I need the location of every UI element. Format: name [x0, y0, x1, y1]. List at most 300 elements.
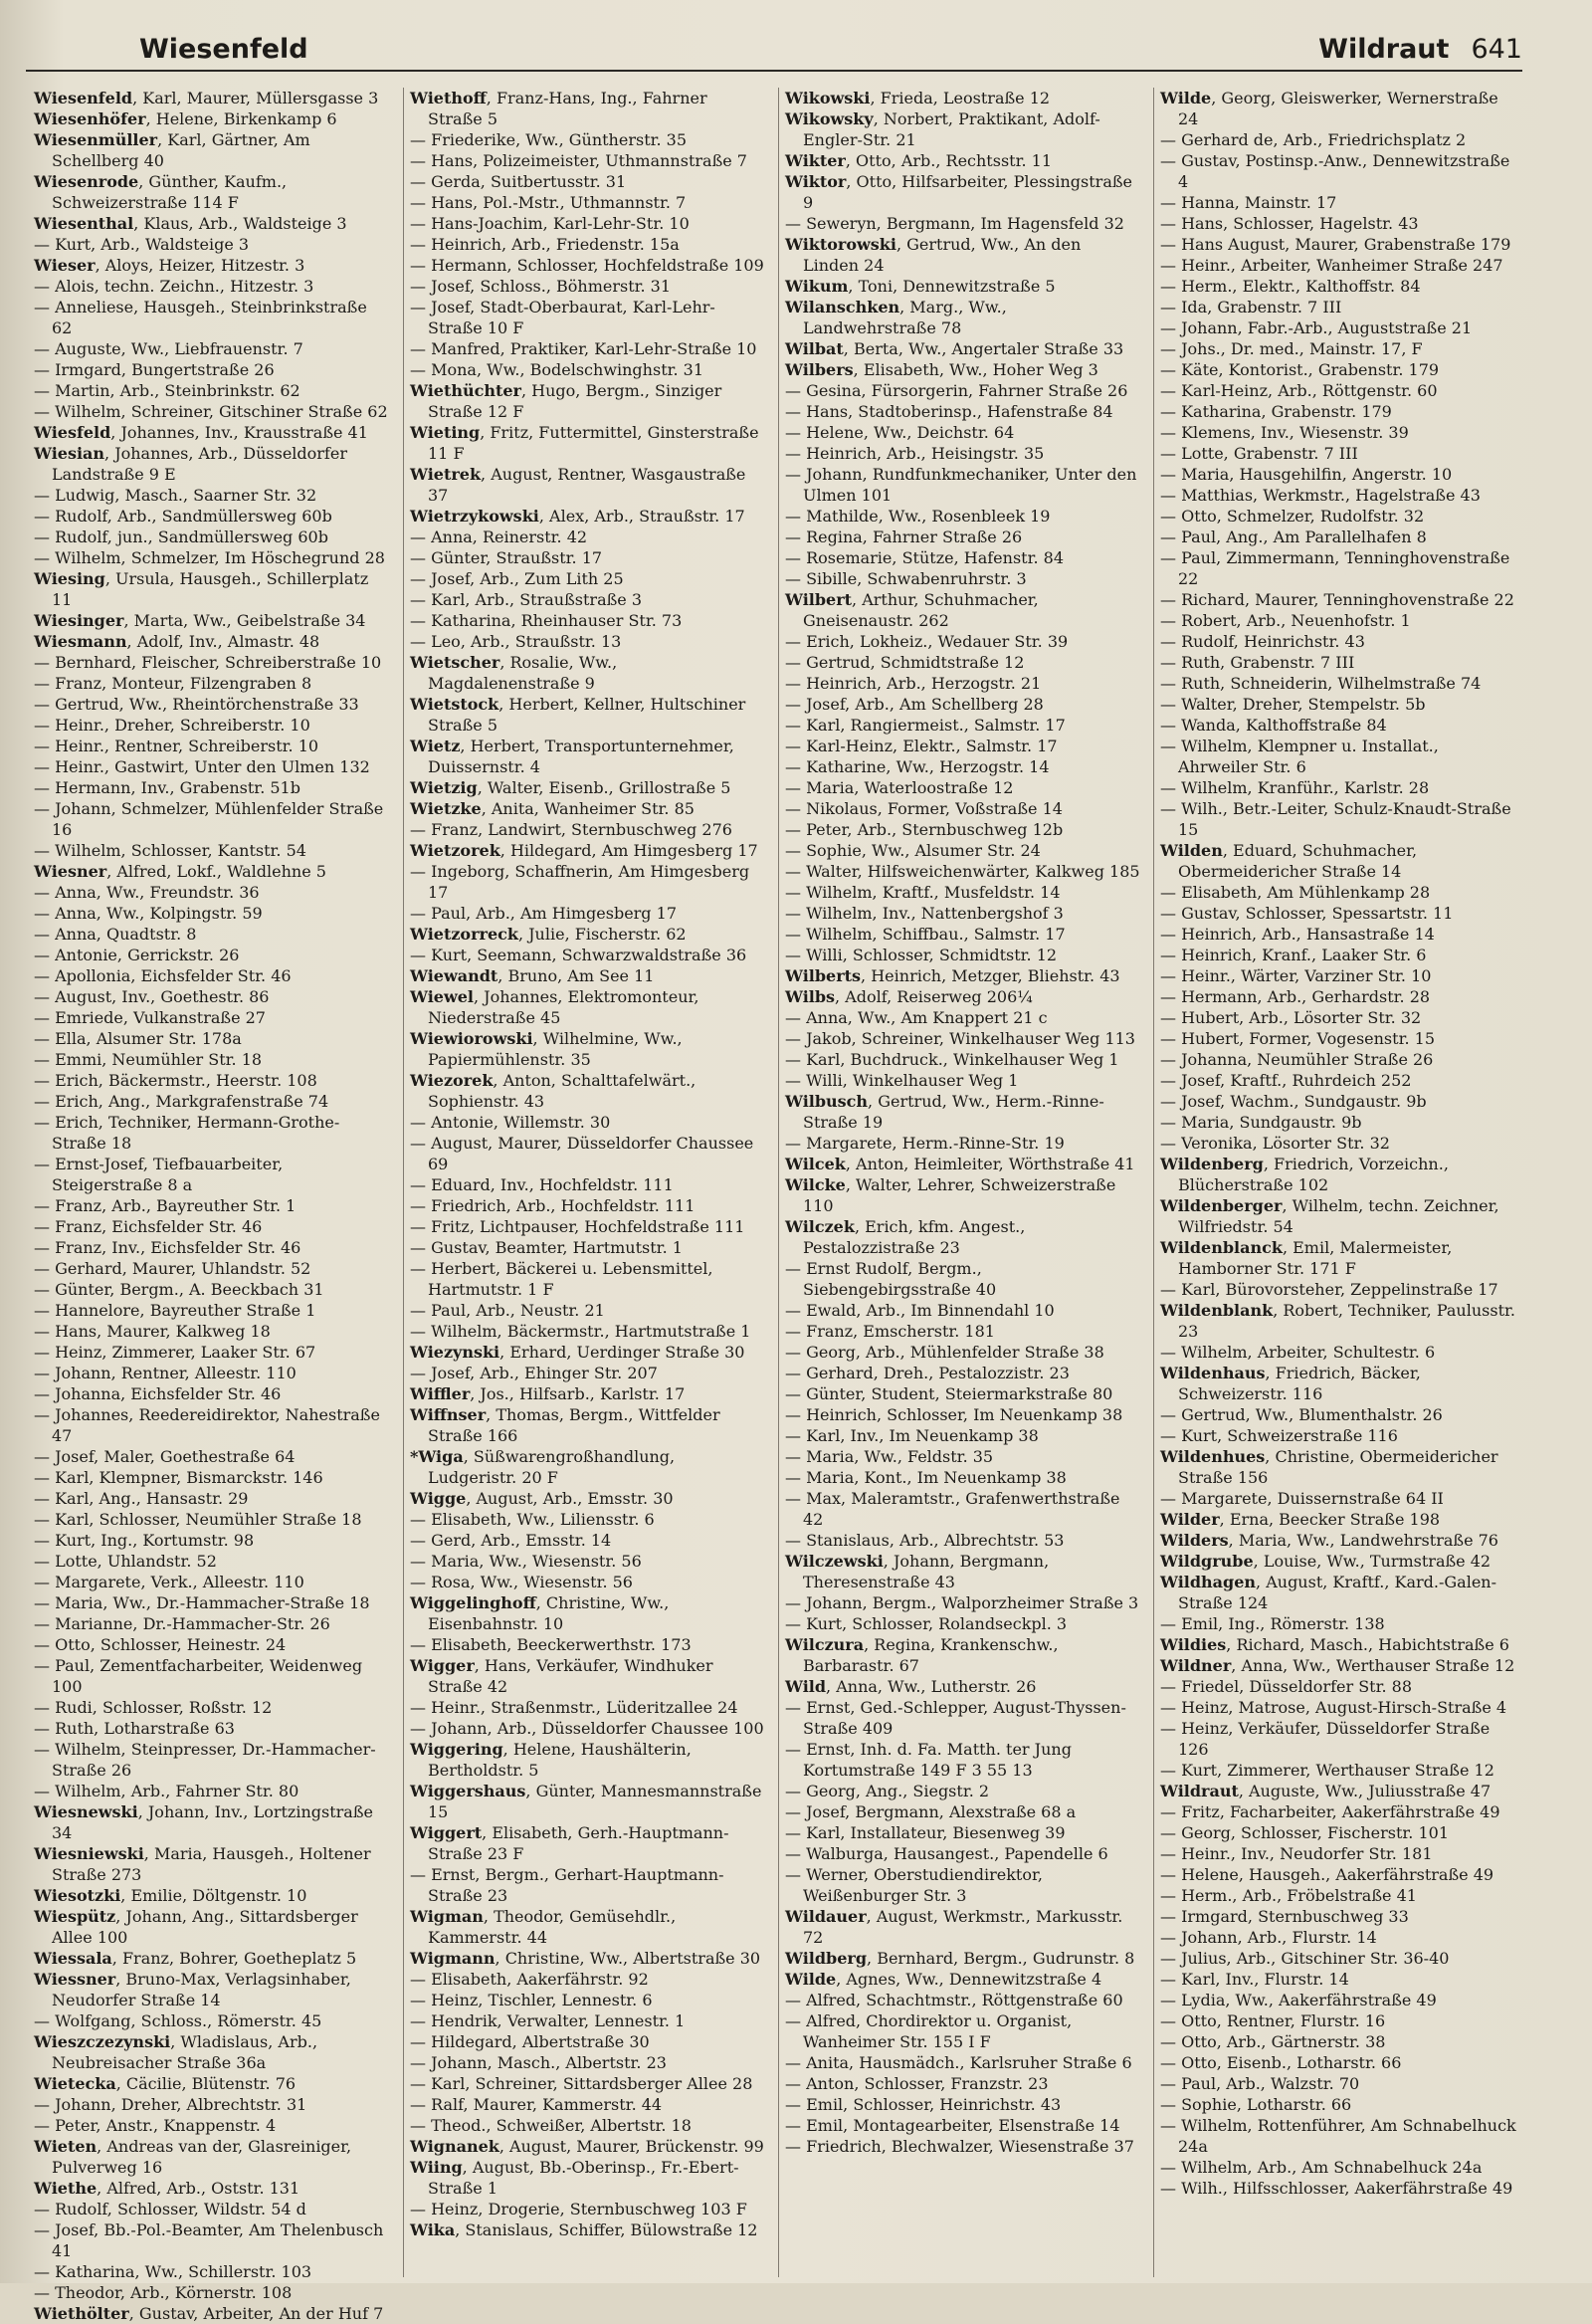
directory-entry [410, 422, 766, 464]
directory-entry [34, 1530, 390, 1551]
directory-entry [410, 1342, 766, 1363]
directory-entry [34, 882, 390, 903]
entry-details: — Wilhelm, Bäckermstr., Hartmutstraße 1 [410, 1322, 751, 1341]
directory-entry [34, 1195, 390, 1216]
entry-details: — Johann, Arb., Düsseldorfer Chaussee 100 [410, 1719, 764, 1738]
entry-surname: Wiesenthal [34, 214, 134, 233]
entry-details: , Klaus, Arb., Waldsteige 3 [133, 214, 347, 233]
entry-details: — Gerd, Arb., Emsstr. 14 [410, 1531, 612, 1550]
entry-details: — Heinr., Inv., Neudorfer Str. 181 [1160, 1844, 1433, 1863]
directory-entry [1160, 2031, 1516, 2052]
entry-details: — Maria, Ww., Feldstr. 35 [785, 1447, 994, 1466]
entry-details: , Herbert, Transportunternehmer, Duissernstr. 4 [428, 737, 734, 776]
directory-entry [410, 945, 766, 965]
entry-surname: Wietzorreck [410, 925, 518, 944]
directory-entry [785, 150, 1141, 171]
directory-entry [34, 1112, 390, 1154]
entry-details: , Helene, Haushälterin, Bertholdstr. 5 [428, 1740, 692, 1780]
directory-entry [785, 2052, 1141, 2073]
entry-details: — Johann, Rundfunkmechaniker, Unter den Ulmen 101 [785, 465, 1137, 505]
directory-entry [34, 1007, 390, 1028]
entry-details: , Karl, Gärtner, Am Schellberg 40 [52, 130, 310, 170]
directory-entry [1160, 464, 1516, 485]
entry-details: — Kurt, Schlosser, Rolandseckpl. 3 [785, 1614, 1068, 1633]
entry-surname: Wietecka [34, 2074, 116, 2093]
entry-surname: Wiesenhöfer [34, 109, 146, 128]
directory-entry [1160, 1425, 1516, 1446]
directory-entry [34, 1718, 390, 1739]
entry-details: , Gustav, Arbeiter, An der Huf 7 [128, 2304, 384, 2323]
entry-details: , Gertrud, Ww., Herm.-Rinne-Straße 19 [803, 1092, 1104, 1132]
directory-entry [410, 840, 766, 861]
entry-details: — Lotte, Grabenstr. 7 III [1160, 444, 1358, 463]
entry-details: , Friedrich, Bäcker, Schweizerstr. 116 [1178, 1364, 1421, 1403]
entry-details: — Kurt, Ing., Kortumstr. 98 [34, 1531, 255, 1550]
entry-details: — Rudolf, Arb., Sandmüllersweg 60b [34, 507, 332, 526]
entry-details: — Katharina, Ww., Schillerstr. 103 [34, 2262, 312, 2281]
directory-entry [1160, 610, 1516, 631]
entry-details: — Hans, Pol.-Mstr., Uthmannstr. 7 [410, 193, 687, 212]
entry-details: , Heinrich, Metzger, Bliehstr. 43 [861, 966, 1120, 985]
entry-details: , Fritz, Futtermittel, Ginsterstraße 11 F [428, 423, 759, 463]
entry-details: — Mathilde, Ww., Rosenbleek 19 [785, 507, 1051, 526]
directory-entry [785, 1488, 1141, 1530]
entry-details: — Emriede, Vulkanstraße 27 [34, 1008, 266, 1027]
directory-entry [785, 1864, 1141, 1906]
directory-entry [410, 2136, 766, 2157]
directory-entry [34, 1655, 390, 1697]
entry-details: , Anton, Schalttafelwärt., Sophienstr. 43 [428, 1071, 696, 1111]
directory-entry [1160, 1781, 1516, 1801]
entry-details: — Hubert, Former, Vogesenstr. 15 [1160, 1029, 1435, 1048]
entry-details: — Johann, Masch., Albertstr. 23 [410, 2053, 667, 2072]
entry-details: , Maria, Ww., Landwehrstraße 76 [1228, 1531, 1498, 1550]
directory-entry [34, 234, 390, 255]
directory-entry [1160, 882, 1516, 903]
directory-entry [34, 610, 390, 631]
entry-details: — Karl, Bürovorsteher, Zeppelinstraße 17 [1160, 1280, 1498, 1299]
directory-entry [34, 1906, 390, 1948]
entry-details: , Richard, Masch., Habichtstraße 6 [1226, 1635, 1509, 1654]
directory-entry [785, 1091, 1141, 1133]
directory-entry [785, 589, 1141, 631]
directory-entry [1160, 422, 1516, 443]
entry-details: — Rosemarie, Stütze, Hafenstr. 84 [785, 548, 1065, 567]
entry-surname: Wignanek [410, 2137, 499, 2156]
directory-entry [34, 1969, 390, 2010]
directory-entry [410, 380, 766, 422]
directory-entry [34, 1592, 390, 1613]
directory-entry [34, 1739, 390, 1781]
entry-details: , August, Maurer, Brückenstr. 99 [498, 2137, 764, 2156]
entry-details: — Ewald, Arb., Im Binnendahl 10 [785, 1301, 1055, 1320]
entry-surname: Wika [410, 2220, 456, 2239]
entry-details: — Wilhelm, Kraftf., Musfeldstr. 14 [785, 883, 1061, 902]
entry-details: , Hildegard, Am Himgesberg 17 [499, 841, 758, 860]
entry-details: — Paul, Arb., Am Himgesberg 17 [410, 904, 677, 923]
entry-details: — Hans August, Maurer, Grabenstraße 179 [1160, 235, 1511, 254]
directory-entry [410, 1404, 766, 1446]
directory-entry [34, 965, 390, 986]
entry-details: — Theod., Schweißer, Albertstr. 18 [410, 2116, 692, 2135]
directory-entry [1160, 1007, 1516, 1028]
directory-entry [34, 1948, 390, 1969]
entry-details: — Johann, Schmelzer, Mühlenfelder Straße 16 [34, 799, 384, 839]
directory-entry [34, 171, 390, 213]
entry-surname: Wilczura [785, 1635, 865, 1654]
entry-details: — Josef, Arb., Am Schellberg 28 [785, 695, 1044, 714]
entry-details: — Wilh., Hilfsschlosser, Aakerfährstraße 49 [1160, 2179, 1513, 2198]
entry-details: — Friedel, Düsseldorfer Str. 88 [1160, 1677, 1413, 1696]
entry-surname: Wigmann [410, 1949, 496, 1968]
entry-details: — Maria, Kont., Im Neuenkamp 38 [785, 1468, 1067, 1487]
entry-details: — Ella, Alsumer Str. 178a [34, 1029, 242, 1048]
entry-details: — Sophie, Ww., Alsumer Str. 24 [785, 841, 1041, 860]
entry-details: , Süßwarengroßhandlung, Ludgeristr. 20 F [428, 1447, 676, 1487]
entry-details: — Paul, Arb., Neustr. 21 [410, 1301, 605, 1320]
entry-details: — Emil, Ing., Römerstr. 138 [1160, 1614, 1385, 1633]
directory-entry [410, 903, 766, 924]
entry-details: , Norbert, Praktikant, Adolf-Engler-Str. 21 [803, 109, 1100, 149]
entry-details: — Karl, Installateur, Biesenweg 39 [785, 1823, 1066, 1842]
directory-entry [785, 1697, 1141, 1739]
directory-entry [410, 736, 766, 777]
entry-details: — Johann, Rentner, Alleestr. 110 [34, 1364, 297, 1382]
entry-details: — Rudi, Schlosser, Roßstr. 12 [34, 1698, 273, 1717]
directory-entry [1160, 777, 1516, 798]
entry-details: — Margarete, Herm.-Rinne-Str. 19 [785, 1134, 1065, 1153]
entry-details: — Heinrich, Schlosser, Im Neuenkamp 38 [785, 1405, 1123, 1424]
directory-entry [1160, 736, 1516, 777]
directory-entry [1160, 2178, 1516, 2199]
entry-surname: Wiewiorowski [410, 1029, 533, 1048]
entry-surname: Wilders [1160, 1531, 1229, 1550]
directory-entry [1160, 1572, 1516, 1613]
entry-details: — Antonie, Willemstr. 30 [410, 1113, 611, 1132]
directory-entry [785, 1948, 1141, 1969]
directory-entry [410, 171, 766, 192]
entry-surname: Wiesing [34, 569, 105, 588]
entry-details: — Franz, Emscherstr. 181 [785, 1322, 995, 1341]
directory-entry [1160, 150, 1516, 192]
directory-entry [1160, 715, 1516, 736]
directory-entry [1160, 297, 1516, 317]
entry-surname: Wilden [1160, 841, 1223, 860]
entry-details: , Walter, Eisenb., Grillostraße 5 [477, 778, 731, 797]
directory-entry [785, 819, 1141, 840]
entry-details: — Heinr., Dreher, Schreiberstr. 10 [34, 716, 310, 735]
entry-details: — Maria, Sundgaustr. 9b [1160, 1113, 1362, 1132]
directory-entry [785, 401, 1141, 422]
entry-surname: Wietzke [410, 799, 482, 818]
directory-entry [785, 945, 1141, 965]
entry-surname: Wildner [1160, 1656, 1232, 1675]
directory-entry [1160, 338, 1516, 359]
entry-surname: Wiesotzki [34, 1886, 121, 1905]
directory-entry [34, 1070, 390, 1091]
entry-details: , Johann, Bergmann, Theresenstraße 43 [803, 1552, 1050, 1591]
directory-entry [785, 840, 1141, 861]
directory-entry [1160, 1697, 1516, 1718]
directory-entry [410, 1864, 766, 1906]
directory-entry [410, 1822, 766, 1864]
directory-entry [34, 652, 390, 673]
directory-entry [410, 297, 766, 338]
entry-details: — Sibille, Schwabenruhrstr. 3 [785, 569, 1027, 588]
entry-details: — Gertrud, Schmidtstraße 12 [785, 653, 1025, 672]
entry-details: — Paul, Ang., Am Parallelhafen 8 [1160, 528, 1427, 546]
entry-details: — Elisabeth, Ww., Liliensstr. 6 [410, 1510, 655, 1529]
entry-surname: Wiktorowski [785, 235, 896, 254]
directory-entry [34, 1258, 390, 1279]
entry-details: — Heinr., Wärter, Varziner Str. 10 [1160, 966, 1432, 985]
directory-entry [785, 1133, 1141, 1154]
directory-entry [1160, 2052, 1516, 2073]
directory-entry [1160, 1363, 1516, 1404]
entry-surname: Wiethüchter [410, 381, 521, 400]
entry-details: — Emil, Montagearbeiter, Elsenstraße 14 [785, 2116, 1120, 2135]
directory-entry [785, 1739, 1141, 1781]
directory-entry [785, 1676, 1141, 1697]
entry-details: — Marianne, Dr.-Hammacher-Str. 26 [34, 1614, 330, 1633]
directory-entry [34, 2136, 390, 2178]
directory-entry [410, 1969, 766, 1990]
entry-details: — Günter, Straußstr. 17 [410, 548, 603, 567]
entry-details: , Hugo, Bergm., Sinziger Straße 12 F [428, 381, 722, 421]
entry-surname: Wildgrube [1160, 1552, 1254, 1571]
entry-details: , Maria, Hausgeh., Holtener Straße 273 [52, 1844, 371, 1884]
directory-entry [410, 547, 766, 568]
directory-entry [34, 777, 390, 798]
directory-entry [410, 1781, 766, 1822]
entry-details: — Josef, Wachm., Sundgaustr. 9b [1160, 1092, 1427, 1111]
directory-entry [410, 1028, 766, 1070]
entry-details: — Anna, Ww., Freundstr. 36 [34, 883, 260, 902]
entry-details: — Otto, Schmelzer, Rudolfstr. 32 [1160, 507, 1425, 526]
entry-details: — Hans, Maurer, Kalkweg 18 [34, 1322, 271, 1341]
entry-surname: Wiesenrode [34, 172, 139, 191]
directory-entry [34, 715, 390, 736]
directory-entry [410, 1112, 766, 1133]
entry-details: , Auguste, Ww., Juliusstraße 47 [1238, 1782, 1492, 1800]
entry-details: — Walburga, Hausangest., Papendelle 6 [785, 1844, 1108, 1863]
directory-entry [1160, 255, 1516, 276]
directory-entry [34, 986, 390, 1007]
entry-surname: Wietrek [410, 465, 482, 484]
directory-entry [1160, 652, 1516, 673]
directory-entry [1160, 1154, 1516, 1195]
entry-details: — Anneliese, Hausgeh., Steinbrinkstraße 62 [34, 298, 367, 337]
directory-entry [410, 924, 766, 945]
directory-entry [34, 1342, 390, 1363]
directory-entry [34, 380, 390, 401]
entry-details: — Mona, Ww., Bodelschwinghstr. 31 [410, 360, 704, 379]
entry-details: — Anna, Ww., Am Knappert 21 c [785, 1008, 1048, 1027]
directory-entry [785, 1822, 1141, 1843]
directory-entry [1160, 547, 1516, 589]
entry-details: — Gertrud, Ww., Blumenthalstr. 26 [1160, 1405, 1443, 1424]
directory-entry [785, 986, 1141, 1007]
entry-details: — Franz, Monteur, Filzengraben 8 [34, 674, 312, 693]
directory-entry [410, 986, 766, 1028]
entry-details: — Karl, Inv., Im Neuenkamp 38 [785, 1426, 1039, 1445]
directory-entry [1160, 1801, 1516, 1822]
entry-details: — Wanda, Kalthoffstraße 84 [1160, 716, 1387, 735]
entry-details: — Nikolaus, Former, Voßstraße 14 [785, 799, 1063, 818]
entry-details: — Katharina, Rheinhauser Str. 73 [410, 611, 683, 630]
directory-entry [1160, 380, 1516, 401]
entry-details: — Willi, Winkelhauser Weg 1 [785, 1071, 1019, 1090]
entry-details: — Hans-Joachim, Karl-Lehr-Str. 10 [410, 214, 690, 233]
entry-details: — Johann, Arb., Flurstr. 14 [1160, 1928, 1377, 1947]
entry-surname: Wiesner [34, 862, 107, 881]
entry-details: — Wilhelm, Schiffbau., Salmstr. 17 [785, 925, 1066, 944]
directory-entry [410, 1070, 766, 1112]
directory-entry [1160, 1885, 1516, 1906]
entry-details: , Bruno-Max, Verlagsinhaber, Neudorfer Straße 14 [52, 1970, 351, 2009]
entry-details: — Kurt, Seemann, Schwarzwaldstraße 36 [410, 946, 747, 964]
directory-entry [785, 1342, 1141, 1363]
directory-entry [34, 88, 390, 108]
entry-details: , Johannes, Elektromonteur, Niederstraße 45 [428, 987, 699, 1027]
entry-details: — Anna, Quadtstr. 8 [34, 925, 197, 944]
entry-details: — Gerhard, Maurer, Uhlandstr. 52 [34, 1259, 311, 1278]
entry-details: — Maria, Ww., Wiesenstr. 56 [410, 1552, 642, 1571]
entry-details: — Heinr., Gastwirt, Unter den Ulmen 132 [34, 757, 370, 776]
entry-details: — Franz, Arb., Bayreuther Str. 1 [34, 1196, 297, 1215]
entry-surname: Wikum [785, 277, 849, 296]
directory-entry [785, 694, 1141, 715]
entry-surname: Wildies [1160, 1635, 1227, 1654]
entry-details: — Emmi, Neumühler Str. 18 [34, 1050, 263, 1069]
directory-entry [410, 1655, 766, 1697]
entry-details: — Wilh., Betr.-Leiter, Schulz-Knaudt-Straße 15 [1160, 799, 1511, 839]
directory-entry [1160, 401, 1516, 422]
directory-entry [785, 1216, 1141, 1258]
directory-entry [785, 1801, 1141, 1822]
entry-details: — Ernst, Bergm., Gerhart-Hauptmann-Straße 23 [410, 1865, 724, 1905]
directory-entry [34, 1467, 390, 1488]
directory-entry [785, 1363, 1141, 1383]
entry-details: — Maria, Waterloostraße 12 [785, 778, 1014, 797]
entry-details: — Ruth, Lotharstraße 63 [34, 1719, 235, 1738]
directory-entry [1160, 631, 1516, 652]
directory-columns [28, 88, 1522, 2323]
directory-entry [785, 506, 1141, 527]
directory-entry [785, 171, 1141, 213]
entry-details: — Emil, Schlosser, Heinrichstr. 43 [785, 2095, 1062, 2114]
entry-details: — Gesina, Fürsorgerin, Fahrner Straße 26 [785, 381, 1128, 400]
entry-details: — Anna, Ww., Kolpingstr. 59 [34, 904, 263, 923]
entry-details: — Wilhelm, Arb., Am Schnabelhuck 24a [1160, 2158, 1483, 2177]
directory-entry [34, 1488, 390, 1509]
directory-entry [1160, 986, 1516, 1007]
directory-entry [785, 1070, 1141, 1091]
directory-entry [410, 652, 766, 694]
entry-surname: Wiing [410, 2158, 463, 2177]
directory-entry [1160, 485, 1516, 506]
entry-surname: Wiesenfeld [34, 89, 133, 107]
directory-entry [34, 1843, 390, 1885]
entry-details: — Karl, Klempner, Bismarckstr. 146 [34, 1468, 323, 1487]
entry-details: — August, Inv., Goethestr. 86 [34, 987, 270, 1006]
entry-details: — Irmgard, Bungertstraße 26 [34, 360, 275, 379]
directory-entry [1160, 129, 1516, 150]
directory-entry [34, 401, 390, 422]
entry-surname: Wiethölter [34, 2304, 129, 2323]
entry-details: — Helene, Hausgeh., Aakerfährstraße 49 [1160, 1865, 1494, 1884]
directory-entry [34, 1321, 390, 1342]
directory-entry [34, 1404, 390, 1446]
entry-details: , Thomas, Bergm., Wittfelder Straße 166 [428, 1405, 720, 1445]
left-running-head: Wiesenfeld [139, 34, 308, 65]
entry-surname: Wildenblank [1160, 1301, 1274, 1320]
directory-entry [1160, 1948, 1516, 1969]
directory-entry [34, 2261, 390, 2282]
entry-details: , Christine, Ww., Albertstraße 30 [495, 1949, 761, 1968]
directory-entry [410, 694, 766, 736]
entry-details: — Rudolf, jun., Sandmüllersweg 60b [34, 528, 328, 546]
directory-entry [1160, 1655, 1516, 1676]
directory-entry [1160, 1195, 1516, 1237]
entry-details: — Johanna, Eichsfelder Str. 46 [34, 1384, 282, 1403]
entry-details: , Alfred, Lokf., Waldlehne 5 [106, 862, 326, 881]
entry-details: , Aloys, Heizer, Hitzestr. 3 [95, 256, 305, 275]
entry-details: , Johann, Inv., Lortzingstraße 34 [52, 1802, 373, 1842]
entry-surname: Wilder [1160, 1510, 1220, 1529]
entry-details: , Gertrud, Ww., An den Linden 24 [803, 235, 1082, 275]
entry-details: — Wilhelm, Schreiner, Gitschiner Straße 62 [34, 402, 388, 421]
directory-entry [34, 108, 390, 129]
directory-entry [785, 1530, 1141, 1551]
directory-entry [785, 297, 1141, 338]
entry-surname: Wildenberger [1160, 1196, 1283, 1215]
entry-surname: Wigger [410, 1656, 475, 1675]
entry-surname: Wiesnewski [34, 1802, 138, 1821]
entry-details: , Ursula, Hausgeh., Schillerplatz 11 [52, 569, 369, 609]
directory-entry [785, 1446, 1141, 1467]
directory-entry [410, 1948, 766, 1969]
entry-details: — Ernst, Inh. d. Fa. Matth. ter Jung Kortumstraße 149 F 3 55 13 [785, 1740, 1072, 1780]
entry-surname: Wiessala [34, 1949, 112, 1968]
directory-entry [785, 1969, 1141, 1990]
directory-entry [785, 2094, 1141, 2115]
directory-entry [410, 1195, 766, 1216]
column-2 [403, 88, 770, 2277]
directory-entry [785, 1154, 1141, 1174]
directory-entry [410, 255, 766, 276]
entry-details: — Anna, Reinerstr. 42 [410, 528, 588, 546]
page-header [139, 34, 1522, 74]
entry-details: — Heinz, Verkäufer, Düsseldorfer Straße 126 [1160, 1719, 1491, 1759]
entry-details: , Adolf, Reiserweg 206¼ [835, 987, 1033, 1006]
entry-details: — Hermann, Arb., Gerhardstr. 28 [1160, 987, 1431, 1006]
entry-details: — Friedrich, Blechwalzer, Wiesenstraße 37 [785, 2137, 1134, 2156]
directory-entry [410, 1133, 766, 1174]
entry-details: — Wilhelm, Schmelzer, Im Höschegrund 28 [34, 548, 385, 567]
entry-details: — Helene, Ww., Deichstr. 64 [785, 423, 1015, 442]
entry-details: — Wolfgang, Schloss., Römerstr. 45 [34, 2011, 322, 2030]
entry-details: — Georg, Schlosser, Fischerstr. 101 [1160, 1823, 1450, 1842]
entry-details: — Hermann, Inv., Grabenstr. 51b [34, 778, 300, 797]
directory-entry [410, 1509, 766, 1530]
entry-details: , Marta, Ww., Geibelstraße 34 [123, 611, 366, 630]
entry-details: , Theodor, Gemüsehdlr., Kammerstr. 44 [428, 1907, 677, 1947]
entry-details: — Elisabeth, Aakerfährstr. 92 [410, 1970, 649, 1989]
entry-surname: Wildberg [785, 1949, 868, 1968]
entry-details: , Julie, Fischerstr. 62 [517, 925, 687, 944]
directory-entry [34, 2282, 390, 2303]
